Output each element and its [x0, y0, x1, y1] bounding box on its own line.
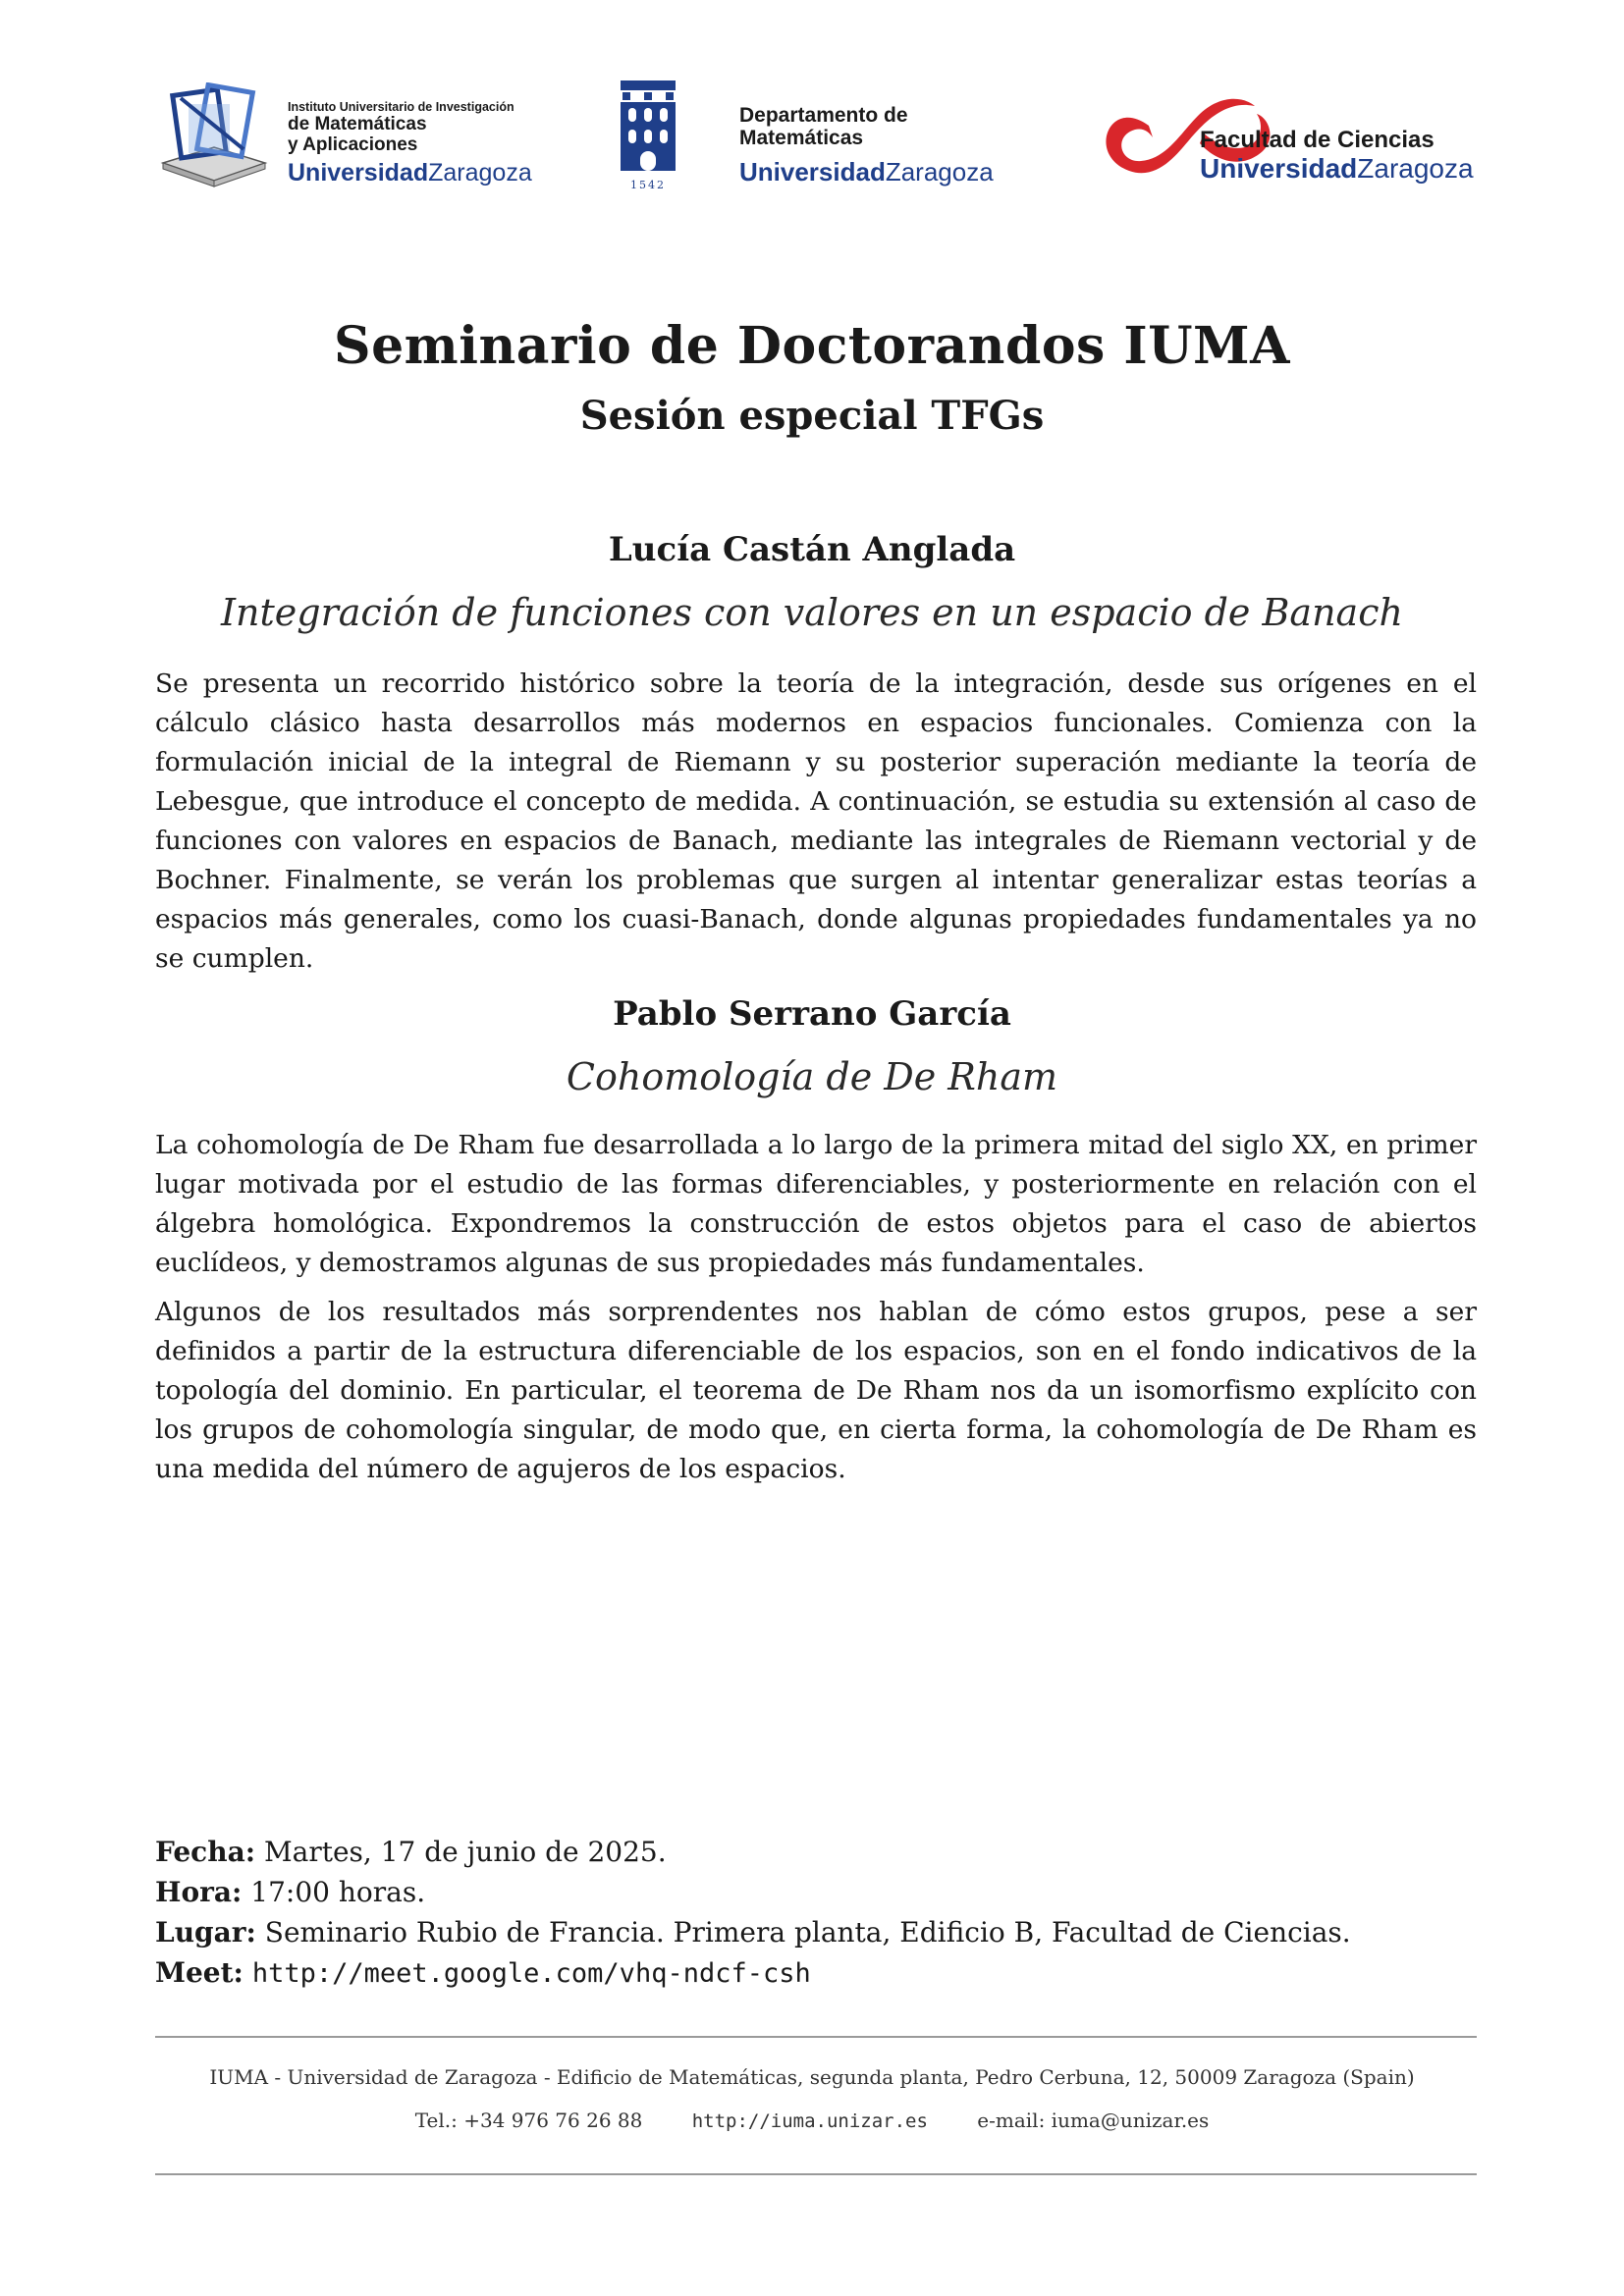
- logo-bar: [0, 0, 1624, 216]
- talk-abstract: La cohomología de De Rham fue desarrollada a lo largo de la primera mitad del siglo XX, en primer lugar motivada por el estudio de las formas diferenciables, y posteriormente en relación con el álgebra homológica. Expondremos la construcción de estos objetos para el caso de abiertos euclídeos, y demostramos algunas de sus propiedades más fundamentales.: [155, 1130, 1477, 1278]
- talk-abstract: Algunos de los resultados más sorprendentes nos hablan de cómo estos grupos, pese a ser definidos a partir de la estructura diferenciable de los espacios, son en el fondo indicativos de la topología del dominio. En particular, el teorema de De Rham nos da un isomorfismo explícito con los grupos de cohomología singular, de modo que, en cierta forma, la cohomología de De Rham es una medida del número de agujeros de los espacios.: [155, 1297, 1477, 1484]
- speaker-name: Lucía Castán Anglada: [608, 530, 1016, 569]
- footer-email[interactable]: e-mail: iuma@unizar.es: [977, 2109, 1210, 2132]
- place-row: [155, 1912, 1477, 1952]
- dep-logo-line2: Matemáticas: [739, 127, 864, 149]
- page-subtitle: Sesión especial TFGs: [579, 393, 1045, 439]
- meet-label: Meet:: [155, 1956, 244, 1989]
- uz-bold: Universidad: [739, 157, 886, 187]
- place-value: Seminario Rubio de Francia. Primera planta, Edificio B, Facultad de Ciencias.: [264, 1916, 1351, 1949]
- meet-row: [155, 1952, 1477, 1994]
- time-label: Hora:: [155, 1876, 243, 1908]
- date-row: [155, 1832, 1477, 1872]
- talk-abstract: Se presenta un recorrido histórico sobre la teoría de la integración, desde sus orígenes en el cálculo clásico hasta desarrollos más modernos en espacios funcionales. Comienza con la formulación inicial de la integral de Riemann y su posterior superación mediante la teoría de Lebesgue, que introduce el concepto de medida. A continuación, se estudia su extensión al caso de funciones con valores en espacios de Banach, mediante las integrales de Riemann vectorial y de Bochner. Finalmente, se verán los problemas que surgen al intentar generalizar estas teorías a espacios más generales, como los cuasi-Banach, donde algunas propiedades fundamentales ya no se cumplen.: [155, 668, 1477, 974]
- iuma-uz-wordmark: [288, 159, 543, 187]
- date-label: Fecha:: [155, 1836, 256, 1868]
- iuma-logo-line3: y Aplicaciones: [288, 134, 418, 155]
- footer-phone: Tel.: +34 976 76 26 88: [414, 2109, 643, 2132]
- uz-bold: Universidad: [288, 159, 429, 187]
- crest-year: 1542: [630, 179, 666, 191]
- facultad-logo: [1090, 86, 1474, 194]
- event-info: [155, 1832, 1477, 1994]
- footer-divider: [155, 2036, 1477, 2038]
- dep-logo-line1: Departamento de: [739, 104, 908, 127]
- dep-uz-wordmark: [739, 157, 1034, 187]
- iuma-logo: [155, 82, 532, 190]
- iuma-logo-line2: de Matemáticas: [288, 114, 427, 134]
- talk-title: Integración de funciones con valores en un espacio de Banach: [221, 591, 1403, 634]
- footer-web-link[interactable]: http://iuma.unizar.es: [691, 2110, 928, 2132]
- time-row: [155, 1872, 1477, 1912]
- talk-title: Cohomología de De Rham: [566, 1055, 1058, 1098]
- iuma-logo-line1: Instituto Universitario de Investigación: [288, 100, 514, 114]
- uz-regular: Zaragoza: [885, 157, 994, 187]
- time-value: 17:00 horas.: [250, 1876, 426, 1908]
- uz-regular: Zaragoza: [428, 159, 532, 187]
- speaker-name: Pablo Serrano García: [613, 994, 1011, 1034]
- uz-bold: Universidad: [1200, 153, 1358, 184]
- unizar-crest-icon: [619, 79, 677, 194]
- meet-link[interactable]: http://meet.google.com/vhq-ndcf-csh: [251, 1958, 811, 1989]
- footer-address: IUMA - Universidad de Zaragoza - Edificio de Matemáticas, segunda planta, Pedro Cerbuna, 12, 50009 Zaragoza (Spain): [209, 2065, 1415, 2089]
- page-title: Seminario de Doctorandos IUMA: [334, 316, 1290, 376]
- uz-regular: Zaragoza: [1357, 153, 1474, 184]
- fac-logo-line1: Facultad de Ciencias: [1200, 127, 1435, 153]
- footer-divider: [155, 2173, 1477, 2175]
- iuma-emblem-icon: [155, 82, 273, 190]
- departamento-logo: [619, 79, 994, 194]
- fac-uz-wordmark: [1200, 153, 1494, 185]
- footer-contact: [0, 2109, 1624, 2132]
- date-value: Martes, 17 de junio de 2025.: [263, 1836, 667, 1868]
- place-label: Lugar:: [155, 1916, 256, 1949]
